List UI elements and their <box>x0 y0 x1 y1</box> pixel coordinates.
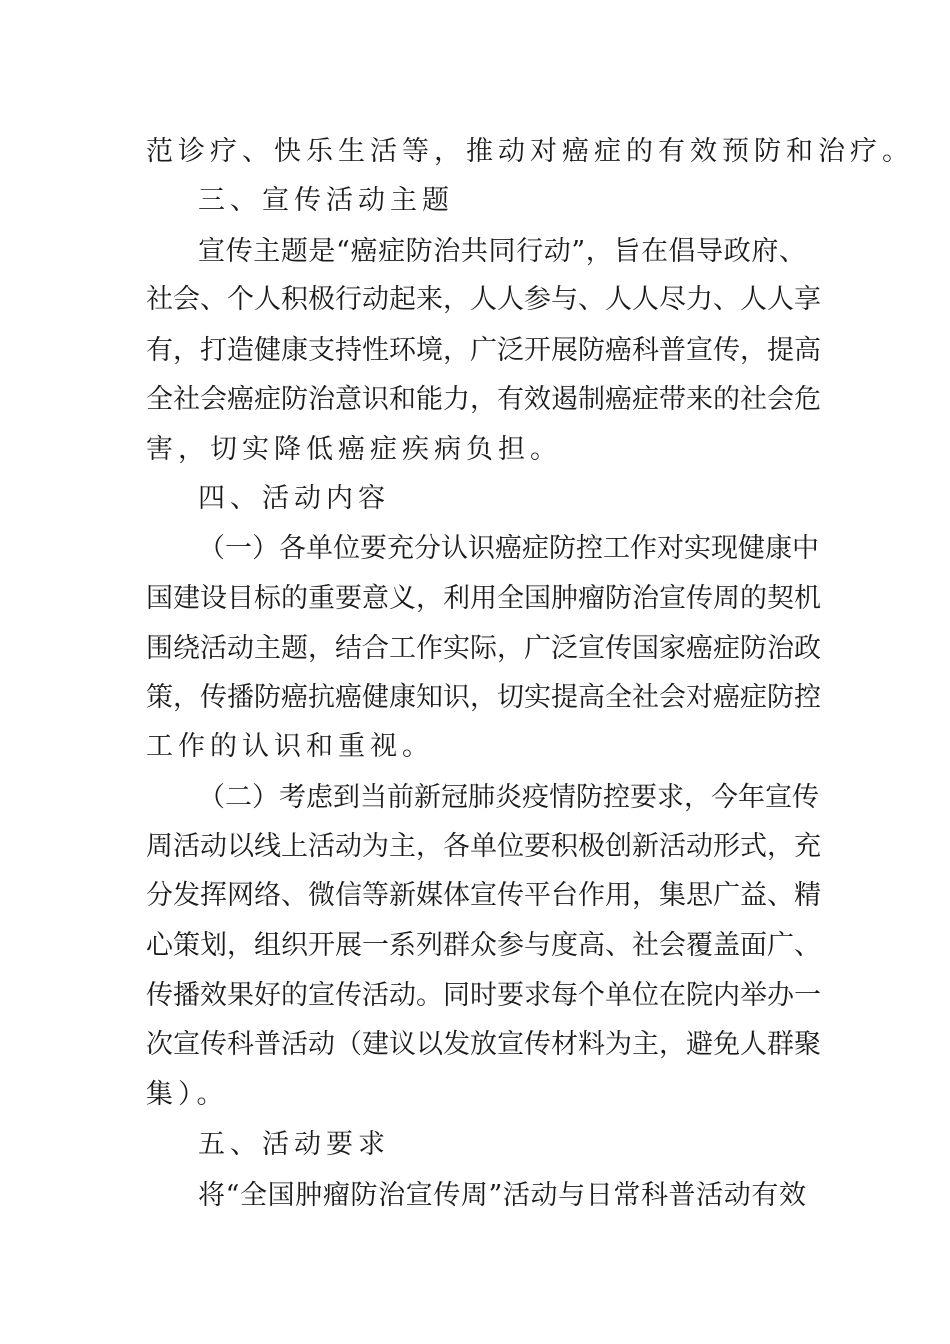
body-text-line: 集）。 <box>146 1079 229 1110</box>
body-text-line: 周活动以线上活动为主，各单位要积极创新活动形式，充 <box>146 831 821 862</box>
body-text-line: 工作的认识和重视。 <box>146 731 434 762</box>
body-text-line: （二）考虑到当前新冠肺炎疫情防控要求，今年宣传 <box>198 782 819 813</box>
body-text-line: 次宣传科普活动（建议以发放宣传材料为主，避免人群聚 <box>146 1029 821 1060</box>
body-text-line: 国建设目标的重要意义，利用全国肿瘤防治宣传周的契机 <box>146 583 821 614</box>
body-text-line: 害，切实降低癌症疾病负担。 <box>146 434 562 465</box>
body-text-line: 范诊疗、快乐生活等，推动对癌症的有效预防和治疗。 <box>146 136 914 167</box>
body-text-line: 围绕活动主题，结合工作实际，广泛宣传国家癌症防治政 <box>146 633 821 664</box>
body-text-line: 社会、个人积极行动起来，人人参与、人人尽力、人人享 <box>146 284 821 315</box>
body-text-line: 心策划，组织开展一系列群众参与度高、社会覆盖面广、 <box>146 930 821 961</box>
body-text-line: 分发挥网络、微信等新媒体宣传平台作用，集思广益、精 <box>146 880 821 911</box>
body-text-line: 宣传主题是“癌症防治共同行动”，旨在倡导政府、 <box>198 236 806 267</box>
section-heading-content: 四、活动内容 <box>198 483 390 514</box>
section-heading-theme: 三、宣传活动主题 <box>198 185 454 216</box>
body-text-line: 全社会癌症防治意识和能力，有效遏制癌症带来的社会危 <box>146 384 821 415</box>
body-text-line: 将“全国肿瘤防治宣传周”活动与日常科普活动有效 <box>198 1180 806 1211</box>
body-text-line: 传播效果好的宣传活动。同时要求每个单位在院内举办一 <box>146 980 821 1011</box>
body-text-line: （一）各单位要充分认识癌症防控工作对实现健康中 <box>198 533 819 564</box>
body-text-line: 策，传播防癌抗癌健康知识，切实提高全社会对癌症防控 <box>146 682 821 713</box>
body-text-line: 有，打造健康支持性环境，广泛开展防癌科普宣传，提高 <box>146 335 821 366</box>
section-heading-requirements: 五、活动要求 <box>198 1129 390 1160</box>
